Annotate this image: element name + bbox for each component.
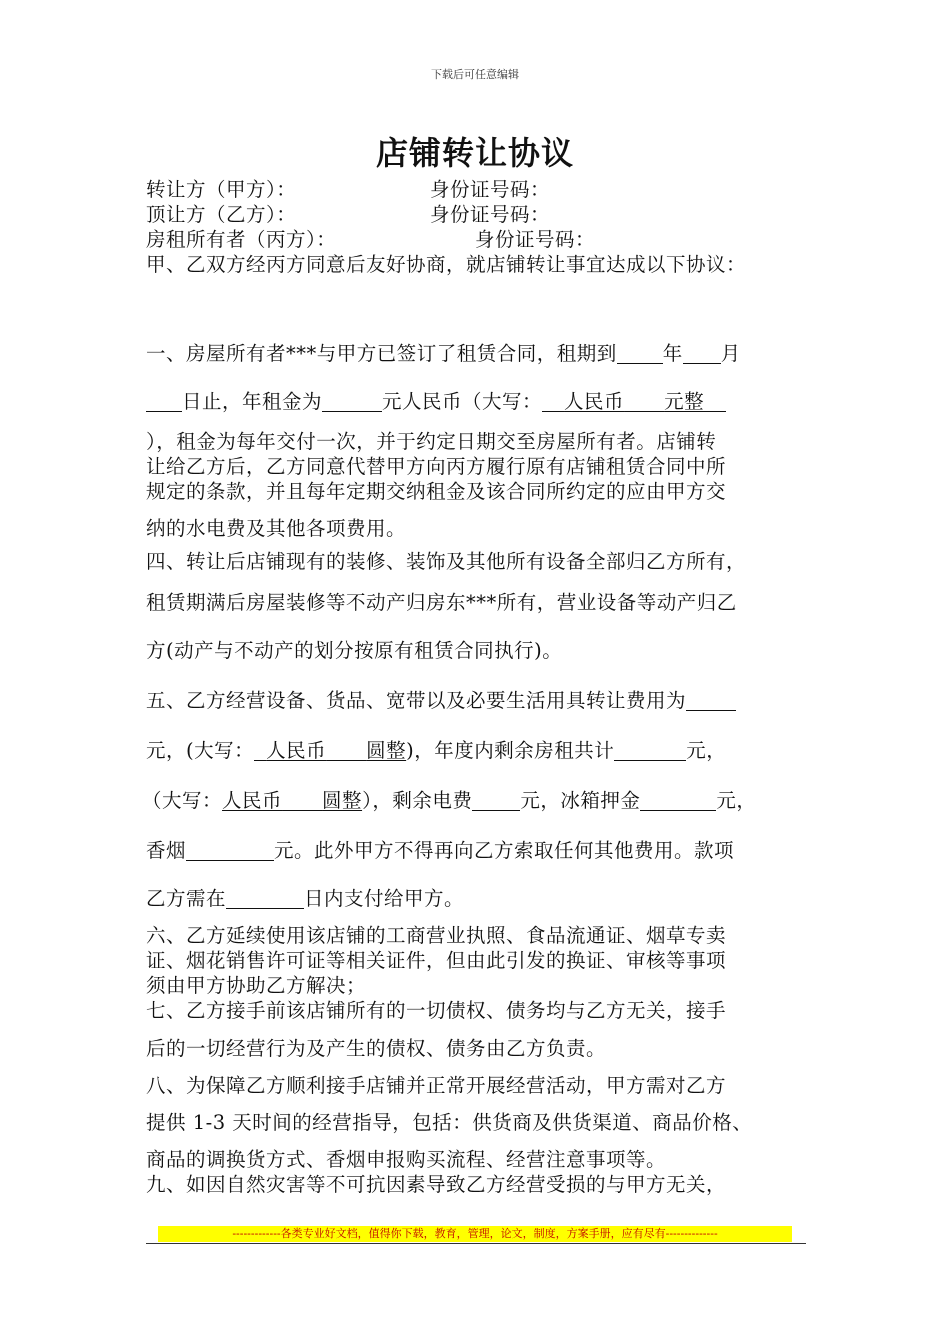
transfer-fee-blank[interactable]	[686, 691, 736, 712]
clause-5-line-5: 乙方需在 日内支付给甲方。	[146, 887, 465, 910]
transferee-id-label: 身份证号码：	[430, 203, 551, 226]
cigarette-fee-blank[interactable]	[186, 841, 274, 862]
lease-day-blank[interactable]	[146, 392, 182, 413]
payment-days-blank[interactable]	[226, 889, 304, 910]
clause-5-line-3: （大写：人民币 圆整），剩余电费 元，冰箱押金 元，	[142, 789, 757, 812]
intro-paragraph: 甲、乙双方经丙方同意后友好协商，就店铺转让事宜达成以下协议：	[146, 253, 747, 276]
lease-year-blank[interactable]	[617, 344, 663, 365]
clause-1-line-1: 一、房屋所有者***与甲方已签订了租赁合同，租期到 年 月	[146, 342, 741, 365]
clause-5-line-1: 五、乙方经营设备、货品、宽带以及必要生活用具转让费用为	[146, 685, 736, 713]
clause-9-line-1: 九、如因自然灾害等不可抗因素导致乙方经营受损的与甲方无关，	[146, 1173, 727, 1196]
footer-banner: -------------各类专业好文档，值得你下载，教育，管理，论文，制度，方案手册，应有尽有--------------	[158, 1226, 792, 1242]
clause-7-line-2: 后的一切经营行为及产生的债权、债务由乙方负责。	[146, 1037, 607, 1060]
transferor-label: 转让方（甲方）：	[146, 178, 297, 201]
clause-5-line-4: 香烟 元。此外甲方不得再向乙方索取任何其他费用。款项	[146, 839, 735, 862]
document-title: 店铺转让协议	[375, 134, 574, 172]
clause-4-line-1: 四、转让后店铺现有的装修、装饰及其他所有设备全部归乙方所有，	[146, 550, 747, 573]
clause-7-line-1: 七、乙方接手前该店铺所有的一切债权、债务均与乙方无关，接手	[146, 999, 727, 1022]
annual-rent-blank[interactable]	[322, 392, 382, 413]
clause-8-line-3: 商品的调换货方式、香烟申报购买流程、经营注意事项等。	[146, 1148, 667, 1171]
transferee-label: 顶让方（乙方）：	[146, 203, 297, 226]
clause-4-line-3: 方(动产与不动产的划分按原有租赁合同执行)。	[146, 639, 563, 662]
landlord-label: 房租所有者（丙方）：	[146, 228, 337, 251]
header-note: 下载后可任意编辑	[431, 68, 519, 81]
annual-rent-uppercase: 人民币	[564, 390, 625, 413]
fridge-deposit-blank[interactable]	[640, 791, 716, 812]
clause-1-line-5: 规定的条款，并且每年定期交纳租金及该合同所约定的应由甲方交	[146, 480, 727, 503]
clause-1-line-3: ），租金为每年交付一次，并于约定日期交至房屋所有者。店铺转	[146, 430, 717, 453]
electricity-fee-blank[interactable]	[472, 791, 520, 812]
clause-6-line-3: 须由甲方协助乙方解决；	[146, 974, 367, 997]
clause-8-line-1: 八、为保障乙方顺利接手店铺并正常开展经营活动，甲方需对乙方	[146, 1074, 727, 1097]
transferor-id-label: 身份证号码：	[430, 178, 551, 201]
lease-month-blank[interactable]	[683, 344, 721, 365]
clause-8-line-2: 提供 1-3 天时间的经营指导，包括：供货商及供货渠道、商品价格、	[146, 1111, 753, 1134]
clause-4-line-2: 租赁期满后房屋装修等不动产归房东***所有，营业设备等动产归乙	[146, 591, 737, 614]
clause-1-line-6: 纳的水电费及其他各项费用。	[146, 517, 407, 540]
remaining-rent-blank[interactable]	[614, 741, 686, 762]
footer-divider	[146, 1243, 806, 1244]
clause-6-line-2: 证、烟花销售许可证等相关证件，但由此引发的换证、审核等事项	[146, 949, 727, 972]
landlord-id-label: 身份证号码：	[475, 228, 596, 251]
clause-1-line-2: 日止，年租金为 元人民币（大写： 人民币 元整	[146, 386, 726, 414]
clause-6-line-1: 六、乙方延续使用该店铺的工商营业执照、食品流通证、烟草专卖	[146, 924, 727, 947]
clause-1-line-4: 让给乙方后，乙方同意代替甲方向丙方履行原有店铺租赁合同中所	[146, 455, 727, 478]
clause-5-line-2: 元，(大写： 人民币 圆整)，年度内剩余房租共计 元，	[146, 739, 727, 762]
